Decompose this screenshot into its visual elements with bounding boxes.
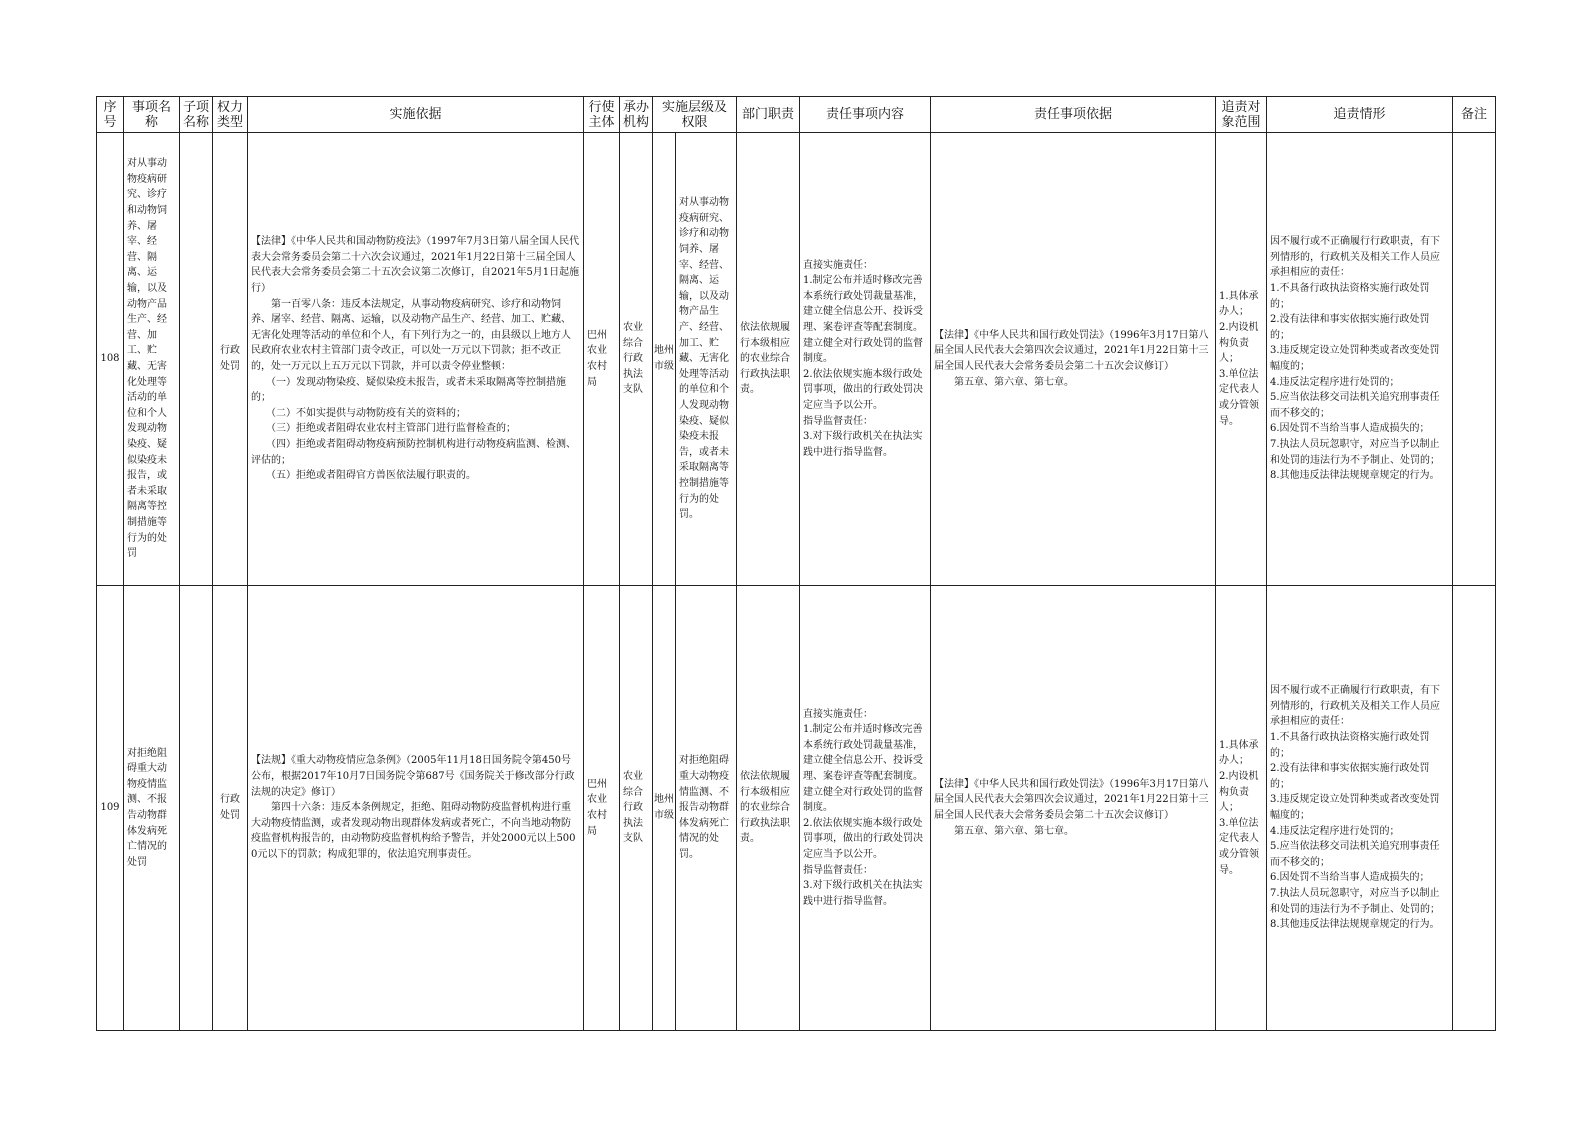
- cell-org: 农业综合行政执法支队: [620, 133, 653, 586]
- header-scope: 追责对象范围: [1216, 97, 1267, 133]
- cell-level-detail: 对拒绝阻碍重大动物疫情监测、不报告动物群体发病死亡情况的处罚。: [676, 586, 737, 1031]
- responsibility-table: [96, 96, 1496, 1031]
- header-power-type: 权力类型: [213, 97, 248, 133]
- header-subject: 行使主体: [584, 97, 620, 133]
- cell-duty: 依法依规履行本级相应的农业综合行政执法职责。: [737, 133, 800, 586]
- table-row: [97, 133, 1496, 586]
- cell-resp-content: 直接实施责任： 1.制定公布并适时修改完善本系统行政处罚裁量基准，建立健全信息公开、投诉受理、案卷评查等配套制度。建立健全对行政处罚的监督制度。 2.依法依规实施本级行政处罚事项，做出的行政处罚决定应当予以公开。 指导监督责任： 3.对下级行政机关在执法实践中进行指导监督。: [800, 133, 931, 586]
- header-resp-content: 责任事项内容: [800, 97, 931, 133]
- header-org: 承办机构: [620, 97, 653, 133]
- header-circumstances: 追责情形: [1267, 97, 1453, 133]
- header-basis: 实施依据: [248, 97, 584, 133]
- cell-remarks: [1453, 133, 1496, 586]
- header-item-name: 事项名称: [124, 97, 180, 133]
- cell-resp-basis: 【法律】《中华人民共和国行政处罚法》（1996年3月17日第八届全国人民代表大会第四次会议通过，2021年1月22日第十三届全国人民代表大会常务委员会第二十五次会议修订） 第五章、第六章、第七章。: [931, 586, 1216, 1031]
- header-row: [97, 97, 1496, 133]
- cell-seq: 109: [97, 586, 124, 1031]
- cell-sub-name: [180, 133, 213, 586]
- cell-subject: 巴州农业农村局: [584, 133, 620, 586]
- cell-power-type: 行政处罚: [213, 133, 248, 586]
- cell-scope: 1.具体承办人； 2.内设机构负责人； 3.单位法定代表人或分管领导。: [1216, 586, 1267, 1031]
- header-resp-basis: 责任事项依据: [931, 97, 1216, 133]
- header-sub-name: 子项名称: [180, 97, 213, 133]
- cell-power-type: 行政处罚: [213, 586, 248, 1031]
- header-level: 实施层级及权限: [653, 97, 737, 133]
- table-row: [97, 586, 1496, 1031]
- cell-circumstances: 因不履行或不正确履行行政职责，有下列情形的，行政机关及相关工作人员应承担相应的责任： 1.不具备行政执法资格实施行政处罚的； 2.没有法律和事实依据实施行政处罚的； 3.违反规定设立处罚种类或者改变处罚幅度的； 4.违反法定程序进行处罚的； 5.应当依法移交司法机关追究刑事责任而不移交的； 6.因处罚不当给当事人造成损失的； 7.执法人员玩忽职守，对应当予以制止和处罚的违法行为不予制止、处罚的； 8.其他违反法律法规规章规定的行为。: [1267, 586, 1453, 1031]
- cell-sub-name: [180, 586, 213, 1031]
- cell-subject: 巴州农业农村局: [584, 586, 620, 1031]
- cell-level: 地州市级: [653, 586, 676, 1031]
- cell-basis: 【法律】《中华人民共和国动物防疫法》（1997年7月3日第八届全国人民代表大会常务委员会第二十六次会议通过，2021年1月22日第十三届全国人民代表大会常务委员会第二十五次会议第二次修订，自2021年5月1日起施行） 第一百零八条：违反本法规定，从事动物疫病研究、诊疗和动物饲养、屠宰、经营、隔离、运输，以及动物产品生产、经营、加工、贮藏、无害化处理等活动的单位和个人，有下列行为之一的，由县级以上地方人民政府农业农村主管部门责令改正，可以处一万元以下罚款；拒不改正的，处一万元以上五万元以下罚款，并可以责令停业整顿： （一）发现动物染疫、疑似染疫未报告，或者未采取隔离等控制措施的； （二）不如实提供与动物防疫有关的资料的； （三）拒绝或者阻碍农业农村主管部门进行监督检查的； （四）拒绝或者阻碍动物疫病预防控制机构进行动物疫病监测、检测、评估的； （五）拒绝或者阻碍官方兽医依法履行职责的。: [248, 133, 584, 586]
- cell-level-detail: 对从事动物疫病研究、诊疗和动物饲养、屠宰、经营、隔离、运输，以及动物产品生产、经营、加工、贮藏、无害化处理等活动的单位和个人发现动物染疫、疑似染疫未报告，或者未采取隔离等控制措施等行为的处罚。: [676, 133, 737, 586]
- cell-circumstances: 因不履行或不正确履行行政职责，有下列情形的，行政机关及相关工作人员应承担相应的责任： 1.不具备行政执法资格实施行政处罚的； 2.没有法律和事实依据实施行政处罚的； 3.违反规定设立处罚种类或者改变处罚幅度的； 4.违反法定程序进行处罚的； 5.应当依法移交司法机关追究刑事责任而不移交的； 6.因处罚不当给当事人造成损失的； 7.执法人员玩忽职守，对应当予以制止和处罚的违法行为不予制止、处罚的； 8.其他违反法律法规规章规定的行为。: [1267, 133, 1453, 586]
- cell-org: 农业综合行政执法支队: [620, 586, 653, 1031]
- cell-scope: 1.具体承办人； 2.内设机构负责人； 3.单位法定代表人或分管领导。: [1216, 133, 1267, 586]
- cell-resp-content: 直接实施责任： 1.制定公布并适时修改完善本系统行政处罚裁量基准，建立健全信息公开、投诉受理、案卷评查等配套制度。建立健全对行政处罚的监督制度。 2.依法依规实施本级行政处罚事项，做出的行政处罚决定应当予以公开。 指导监督责任： 3.对下级行政机关在执法实践中进行指导监督。: [800, 586, 931, 1031]
- cell-basis: 【法规】《重大动物疫情应急条例》（2005年11月18日国务院令第450号公布，根据2017年10月7日国务院令第687号《国务院关于修改部分行政法规的决定》修订） 第四十六条：违反本条例规定，拒绝、阻碍动物防疫监督机构进行重大动物疫情监测，或者发现动物出现群体发病或者死亡，不向当地动物防疫监督机构报告的，由动物防疫监督机构给予警告，并处2000元以上5000元以下的罚款；构成犯罪的，依法追究刑事责任。: [248, 586, 584, 1031]
- header-duty: 部门职责: [737, 97, 800, 133]
- cell-level: 地州市级: [653, 133, 676, 586]
- header-remarks: 备注: [1453, 97, 1496, 133]
- cell-item-name: 对从事动物疫病研究、诊疗和动物饲养、屠宰、经营、隔离、运输，以及动物产品生产、经营、加工、贮藏、无害化处理等活动的单位和个人发现动物染疫、疑似染疫未报告，或者未采取隔离等控制措施等行为的处罚: [124, 133, 180, 586]
- cell-duty: 依法依规履行本级相应的农业综合行政执法职责。: [737, 586, 800, 1031]
- header-seq: 序号: [97, 97, 124, 133]
- cell-remarks: [1453, 586, 1496, 1031]
- cell-seq: 108: [97, 133, 124, 586]
- cell-item-name: 对拒绝阻碍重大动物疫情监测、不报告动物群体发病死亡情况的处罚: [124, 586, 180, 1031]
- cell-resp-basis: 【法律】《中华人民共和国行政处罚法》（1996年3月17日第八届全国人民代表大会第四次会议通过，2021年1月22日第十三届全国人民代表大会常务委员会第二十五次会议修订） 第五章、第六章、第七章。: [931, 133, 1216, 586]
